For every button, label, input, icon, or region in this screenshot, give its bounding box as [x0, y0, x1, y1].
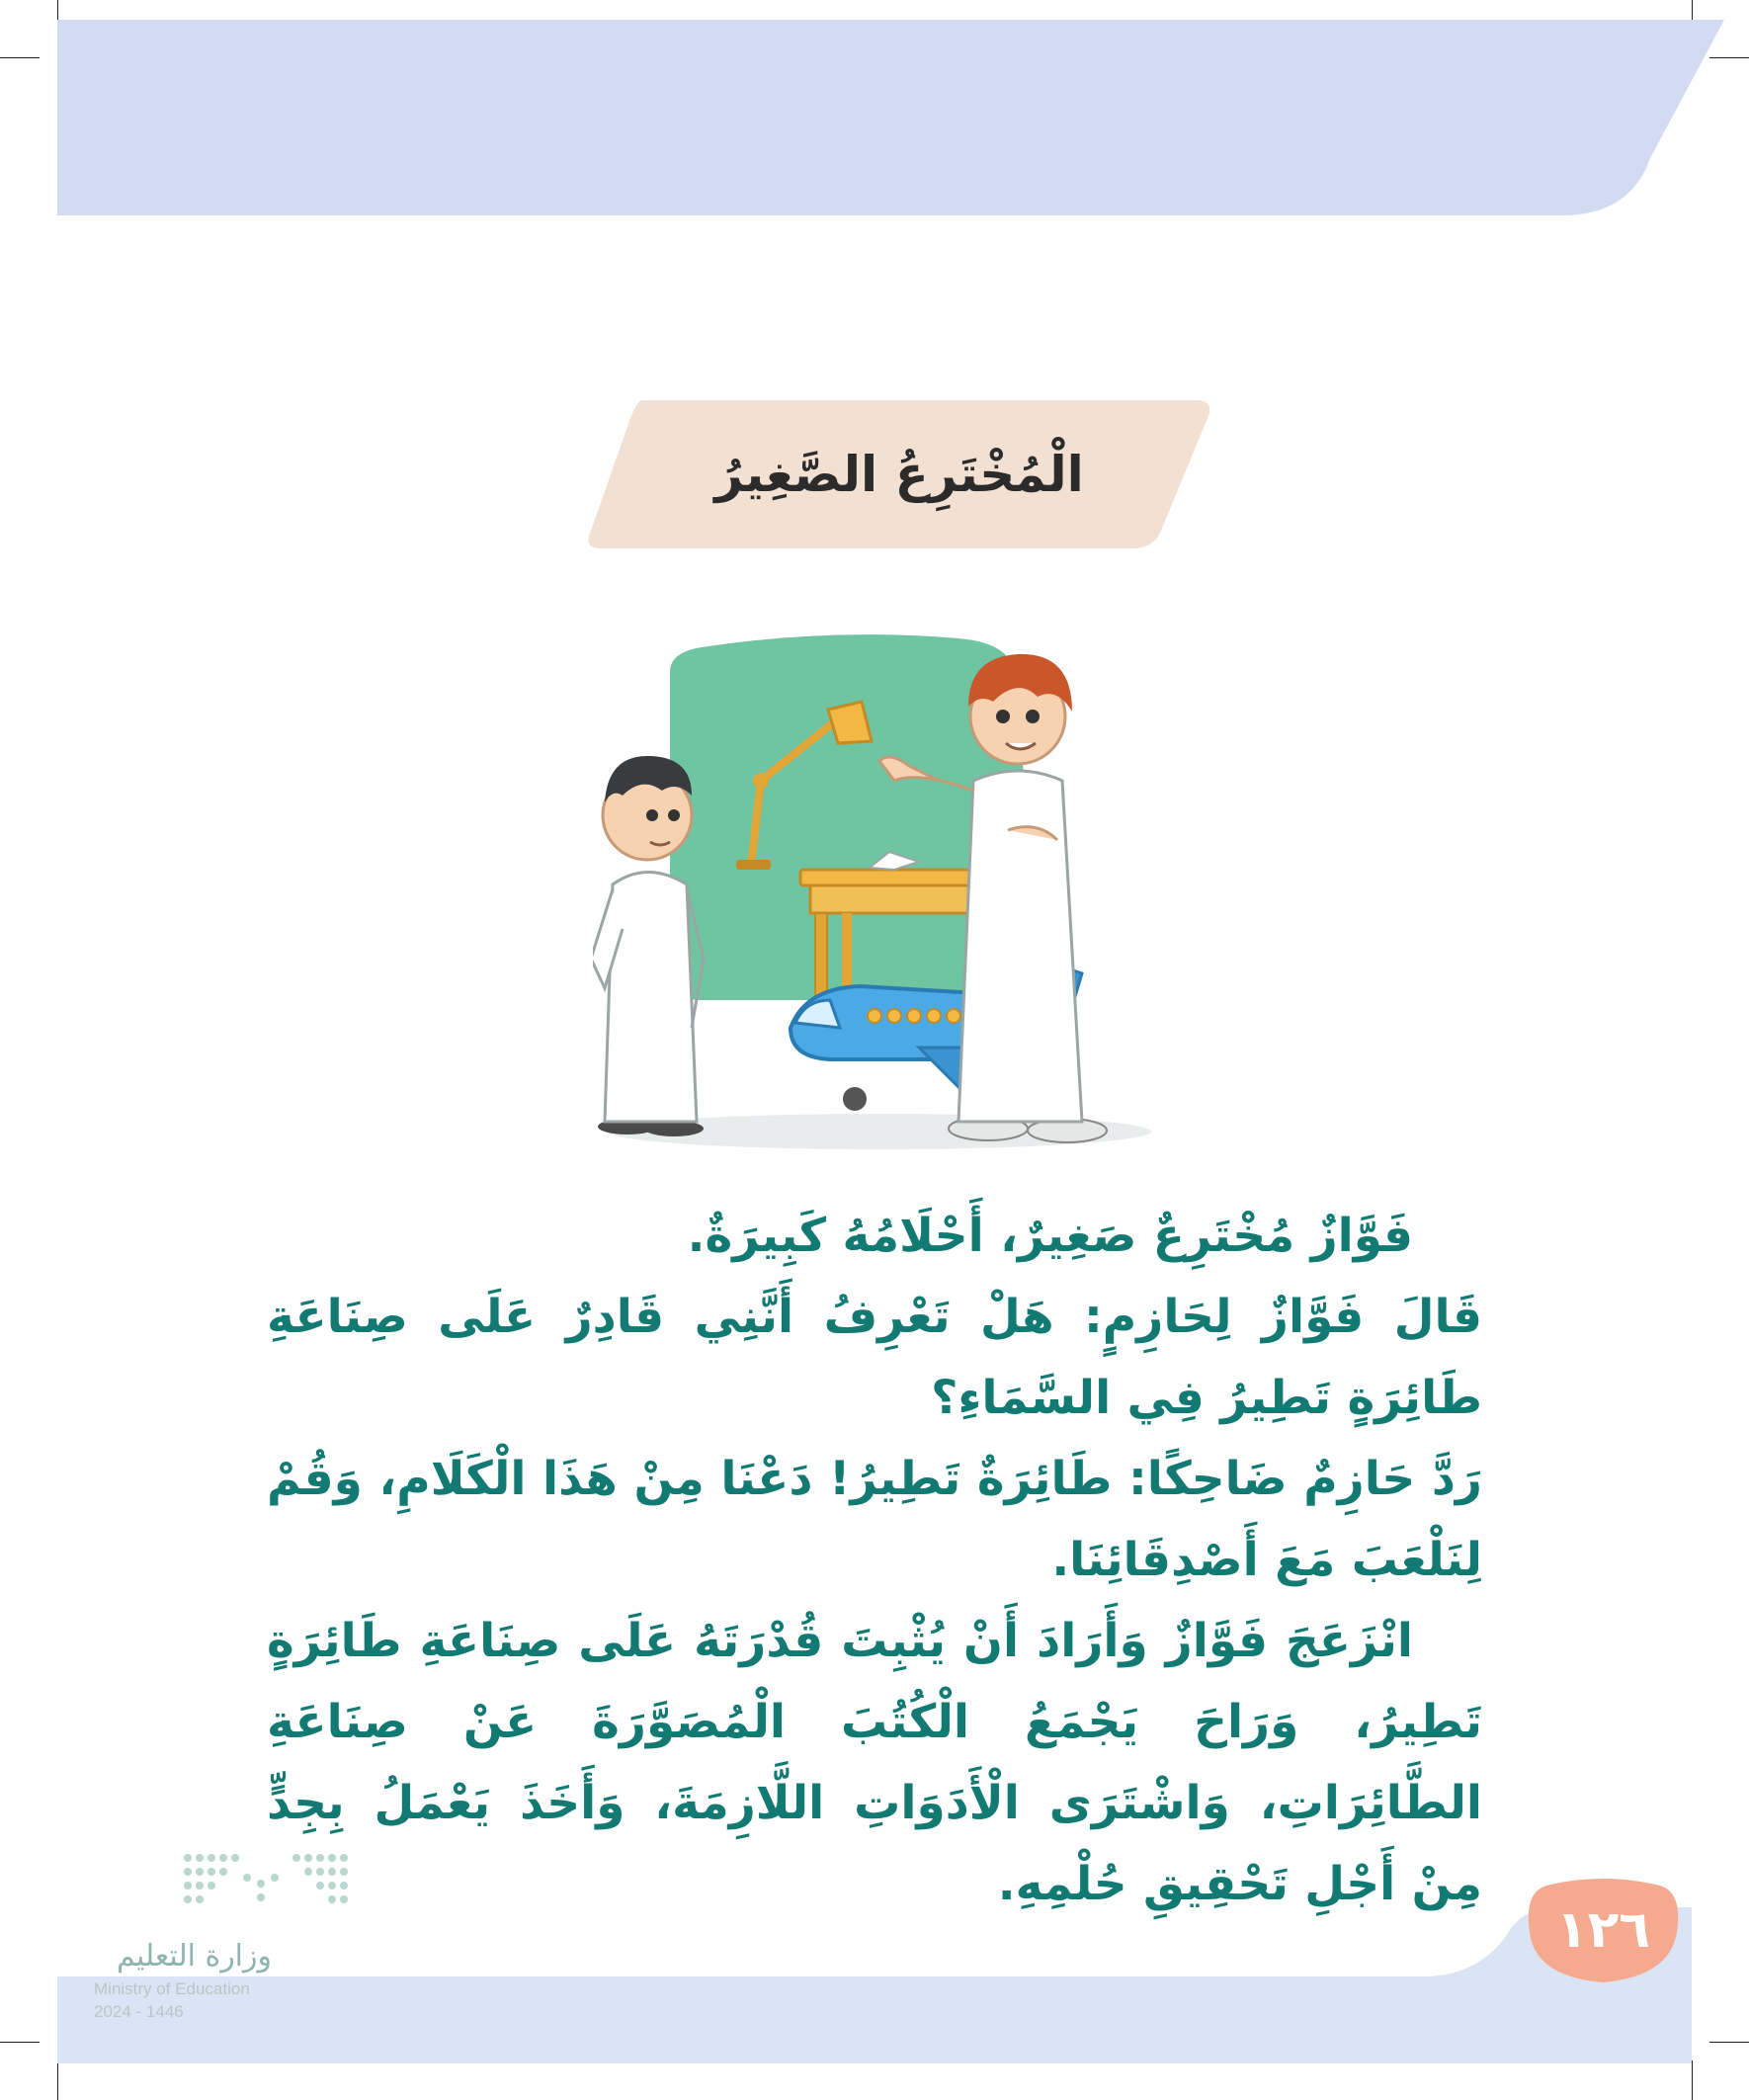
- lesson-title: الْمُخْتَرِعُ الصَّغِيرُ: [714, 446, 1084, 503]
- story-paragraph: قَالَ فَوَّازٌ لِحَازِمٍ: هَلْ تَعْرِفُ أَنَّنِي قَادِرٌ عَلَى صِنَاعَةِ طَائِرَةٍ تَطِيرُ فِي السَّمَاءِ؟: [267, 1290, 1482, 1425]
- edition-year: 2024 - 1446: [94, 2002, 184, 2021]
- ministry-logo: [94, 1848, 380, 2021]
- story-paragraph: انْزَعَجَ فَوَّازٌ وَأَرَادَ أَنْ يُثْبِتَ قُدْرَتَهُ عَلَى صِنَاعَةِ طَائِرَةٍ تَطِيرُ، وَرَاحَ يَجْمَعُ الْكُتُبَ الْمُصَوَّرَةَ عَنْ صِنَاعَةِ الطَّائِرَاتِ، وَاشْتَرَى الْأَدَوَاتِ اللَّازِمَةَ، وَأَخَذَ يَعْمَلُ بِجِدٍّ مِنْ أَجْلِ تَحْقِيقِ حُلْمِهِ.: [267, 1614, 1482, 1911]
- page-number: ١٢٦: [1555, 1899, 1651, 1960]
- story-paragraph: فَوَّازٌ مُخْتَرِعٌ صَغِيرٌ، أَحْلَامُهُ كَبِيرَةٌ.: [687, 1209, 1413, 1263]
- header-band: [0, 0, 1749, 227]
- lesson-title-box: [583, 400, 1215, 548]
- hazem-character-icon: [593, 756, 704, 1136]
- ministry-name-ar: وزارة التعليم: [116, 1939, 272, 1974]
- story-paragraph: رَدَّ حَازِمٌ ضَاحِكًا: طَائِرَةٌ تَطِيرُ! دَعْنَا مِنْ هَذَا الْكَلَامِ، وَقُمْ لِنَلْعَبَ مَعَ أَصْدِقَائِنَا.: [267, 1452, 1482, 1587]
- story-text: [267, 1196, 1482, 1925]
- ministry-dots-icon: [178, 1848, 356, 1927]
- story-illustration: [593, 632, 1166, 1156]
- ministry-name-en: Ministry of Education: [94, 1979, 250, 1998]
